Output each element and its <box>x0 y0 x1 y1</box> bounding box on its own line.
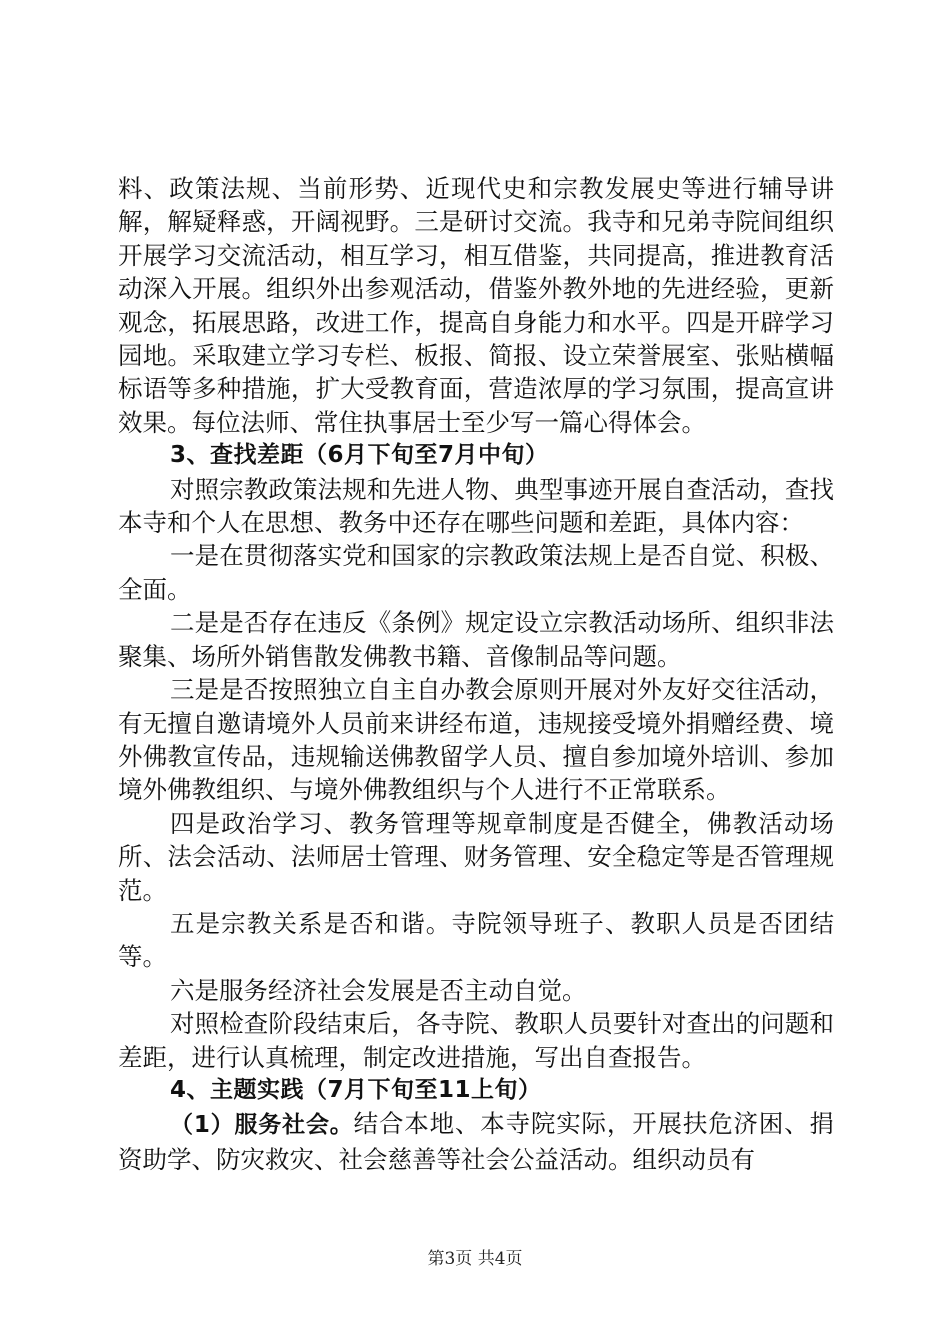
paragraph-study-methods: 料、政策法规、当前形势、近现代史和宗教发展史等进行辅导讲解，解疑释惑，开阔视野。三是研讨交流。我寺和兄弟寺院间组织开展学习交流活动，相互学习，相互借鉴，共同提高，推进教育活动深入开展。组织外出参观活动，借鉴外教外地的先进经验，更新观念，拓展思路，改进工作，提高自身能力和水平。四是开辟学习园地。采取建立学习专栏、板报、简报、设立荣誉展室、张贴横幅标语等多种措施，扩大受教育面，营造浓厚的学习氛围，提高宣讲效果。每位法师、常住执事居士至少写一篇心得体会。 <box>118 174 834 437</box>
paragraph-serve-society-text: 结合本地、本寺院实际，开展扶危济困、捐资助学、防灾救灾、社会慈善等社会公益活动。组织动员有 <box>118 1109 834 1174</box>
paragraph-item-1: 一是在贯彻落实党和国家的宗教政策法规上是否自觉、积极、全面。 <box>118 541 834 604</box>
section-heading-4: 4、主题实践（7月下旬至11上旬） <box>170 1076 542 1103</box>
paragraph-item-5: 五是宗教关系是否和谐。寺院领导班子、教职人员是否团结等。 <box>118 908 834 972</box>
paragraph-item-2: 二是是否存在违反《条例》规定设立宗教活动场所、组织非法聚集、场所外销售散发佛教书籍、音像制品等问题。 <box>118 608 834 671</box>
paragraph-self-check-report: 对照检查阶段结束后，各寺院、教职人员要针对查出的问题和差距，进行认真梳理，制定改进措施，写出自查报告。 <box>118 1009 834 1072</box>
paragraph-item-4: 四是政治学习、教务管理等规章制度是否健全，佛教活动场所、法会活动、法师居士管理、财务管理、安全稳定等是否管理规范。 <box>118 808 834 905</box>
page-number: 第3页 共4页 <box>427 1249 523 1269</box>
paragraph-item-6: 六是服务经济社会发展是否主动自觉。 <box>170 975 587 1005</box>
page-footer <box>0 1244 950 1269</box>
paragraph-self-check-intro: 对照宗教政策法规和先进人物、典型事迹开展自查活动，查找本寺和个人在思想、教务中还存在哪些问题和差距，具体内容： <box>118 474 834 538</box>
paragraph-item-3: 三是是否按照独立自主自办教会原则开展对外友好交往活动，有无擅自邀请境外人员前来讲经布道，违规接受境外捐赠经费、境外佛教宣传品，违规输送佛教留学人员、擅自参加境外培训、参加境外佛教组织、与境外佛教组织与个人进行不正常联系。 <box>118 675 834 805</box>
section-heading-3: 3、查找差距（6月下旬至7月中旬） <box>170 442 549 469</box>
subsection-label: （1）服务社会。 <box>170 1112 354 1139</box>
document-body <box>118 172 834 1176</box>
paragraph-serve-society <box>118 1107 834 1176</box>
